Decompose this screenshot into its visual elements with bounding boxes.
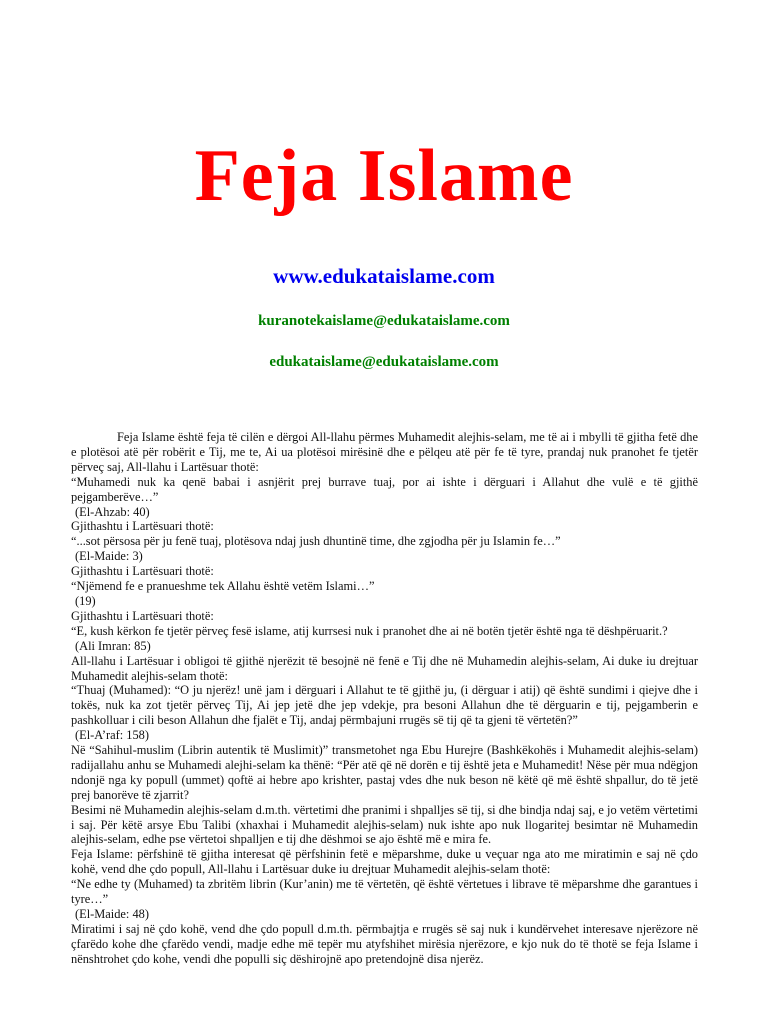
document-title: Feja Islame [194,135,574,217]
paragraph: Feja Islame: përfshinë të gjitha interesat që përfshinin fetë e mëparshme, duke u veçuar nga ato me miratimin e saj në çdo kohë, vend dhe çdo popull, All-llahu i Lartësuar duke iu drejtuar Muhamedit alejhis-selam thotë: [71,847,698,877]
reference: (El-Ahzab: 40) [75,504,150,519]
paragraph: Gjithashtu i Lartësuari thotë: [71,564,214,579]
reference: (El-A’raf: 158) [75,728,149,743]
reference: (Ali Imran: 85) [75,638,151,653]
paragraph: Gjithashtu i Lartësuari thotë: [71,608,214,623]
website-link[interactable]: www.edukataislame.com [273,264,495,288]
quote: “E, kush kërkon fe tjetër përveç fesë islame, atij kurrsesi nuk i pranohet dhe ai në botën tjetër është nga të dëshpëruarit.? [71,623,668,638]
quote: “Thuaj (Muhamed): “O ju njerëz! unë jam i dërguari i Allahut te të gjithë ju, (i dërguar i atij) që është sundimi i qiejve dhe i tokës, nuk ka zot tjetër përveç Tij, Ai jep jetë dhe jep vdekje, pra besoni Allahun dhe të dërguarin e tij, pejgamberin e pashkolluar i cili beson Allahun dhe fjalët e Tij, andaj përmbajuni rrugës së tij që ta gjeni të vërtetën?” [71,683,698,728]
reference: (19) [75,593,96,608]
email-link-1[interactable]: kuranotekaislame@edukataislame.com [258,313,510,329]
paragraph: Në “Sahihul-muslim (Librin autentik të Muslimit)” transmetohet nga Ebu Hurejre (Bashkëkohës i Muhamedit alejhis-selam) radijallahu anhu se Muhamedi alejhi-selam ka thënë: “Për atë që në dorën e tij është jeta e Muhamedit! Nëse për mua ndëgjon ndonjë nga ky popull (ummet) qoftë ai hebre apo krishter, pastaj vdes dhe nuk beson në këtë që më është shpallur, do të jetë prej banorëve të zjarrit? [71,743,698,802]
reference: (El-Maide: 48) [75,907,149,921]
document-body [71,430,698,967]
quote: “Muhamedi nuk ka qenë babai i asnjërit prej burrave tuaj, por ai ishte i dërguari i Allahut dhe vulë e të gjithë pejgamberëve…” [71,474,698,504]
quote: “Ne edhe ty (Muhamed) ta zbritëm librin (Kur’anin) me të vërtetën, që është vërtetues i librave të mëparshme dhe garantues i tyre…” [71,877,698,907]
paragraph: Miratimi i saj në çdo kohë, vend dhe çdo popull d.m.th. përmbajtja e rrugës së saj nuk i kundërvehet interesave njerëzore në çfarëdo kohe dhe çfarëdo vendi, madje edhe më tepër mu atyfshihet mirësia njerëzore, e kjo nuk do të thotë se feja Islame i nënshtrohet çdo kohe, vendi dhe populli siç dëshirojnë apo pretendojnë disa njerëz. [71,921,698,966]
paragraph: All-llahu i Lartësuar i obligoi të gjithë njerëzit të besojnë në fenë e Tij dhe në Muhamedin alejhis-selam, Ai duke iu drejtuar Muhamedit alejhis-selam thotë: [71,653,698,683]
quote: “...sot përsosa për ju fenë tuaj, plotësova ndaj jush dhuntinë time, dhe zgjodha për ju Islamin fe…” [71,534,561,549]
paragraph: Besimi në Muhamedin alejhis-selam d.m.th. vërtetimi dhe pranimi i shpalljes së tij, si dhe bindja ndaj saj, e jo vetëm vërtetimi i saj. Për këtë arsye Ebu Talibi (xhaxhai i Muhamedit alejhis-selam) nuk ishte apo nuk llogaritej besimtar në Muhamedin alejhis-selam, edhe pse vërtetoi shpalljen e tij dhe dëshmoi se ajo është më e mira fe. [71,802,698,847]
reference: (El-Maide: 3) [75,549,143,564]
quote: “Njëmend fe e pranueshme tek Allahu është vetëm Islami…” [71,579,375,594]
paragraph: Feja Islame është feja të cilën e dërgoi All-llahu përmes Muhamedit alejhis-selam, me të ai i mbylli të gjitha fetë dhe e plotësoi atë për robërit e Tij, me te, Ai ua plotësoi mirësinë dhe e pëlqeu atë për fe të tyre, prandaj nuk pranohet fe tjetër përveç saj, All-llahu i Lartësuar thotë: [71,430,698,474]
paragraph: Gjithashtu i Lartësuari thotë: [71,519,214,534]
email-link-2[interactable]: edukataislame@edukataislame.com [269,354,499,370]
